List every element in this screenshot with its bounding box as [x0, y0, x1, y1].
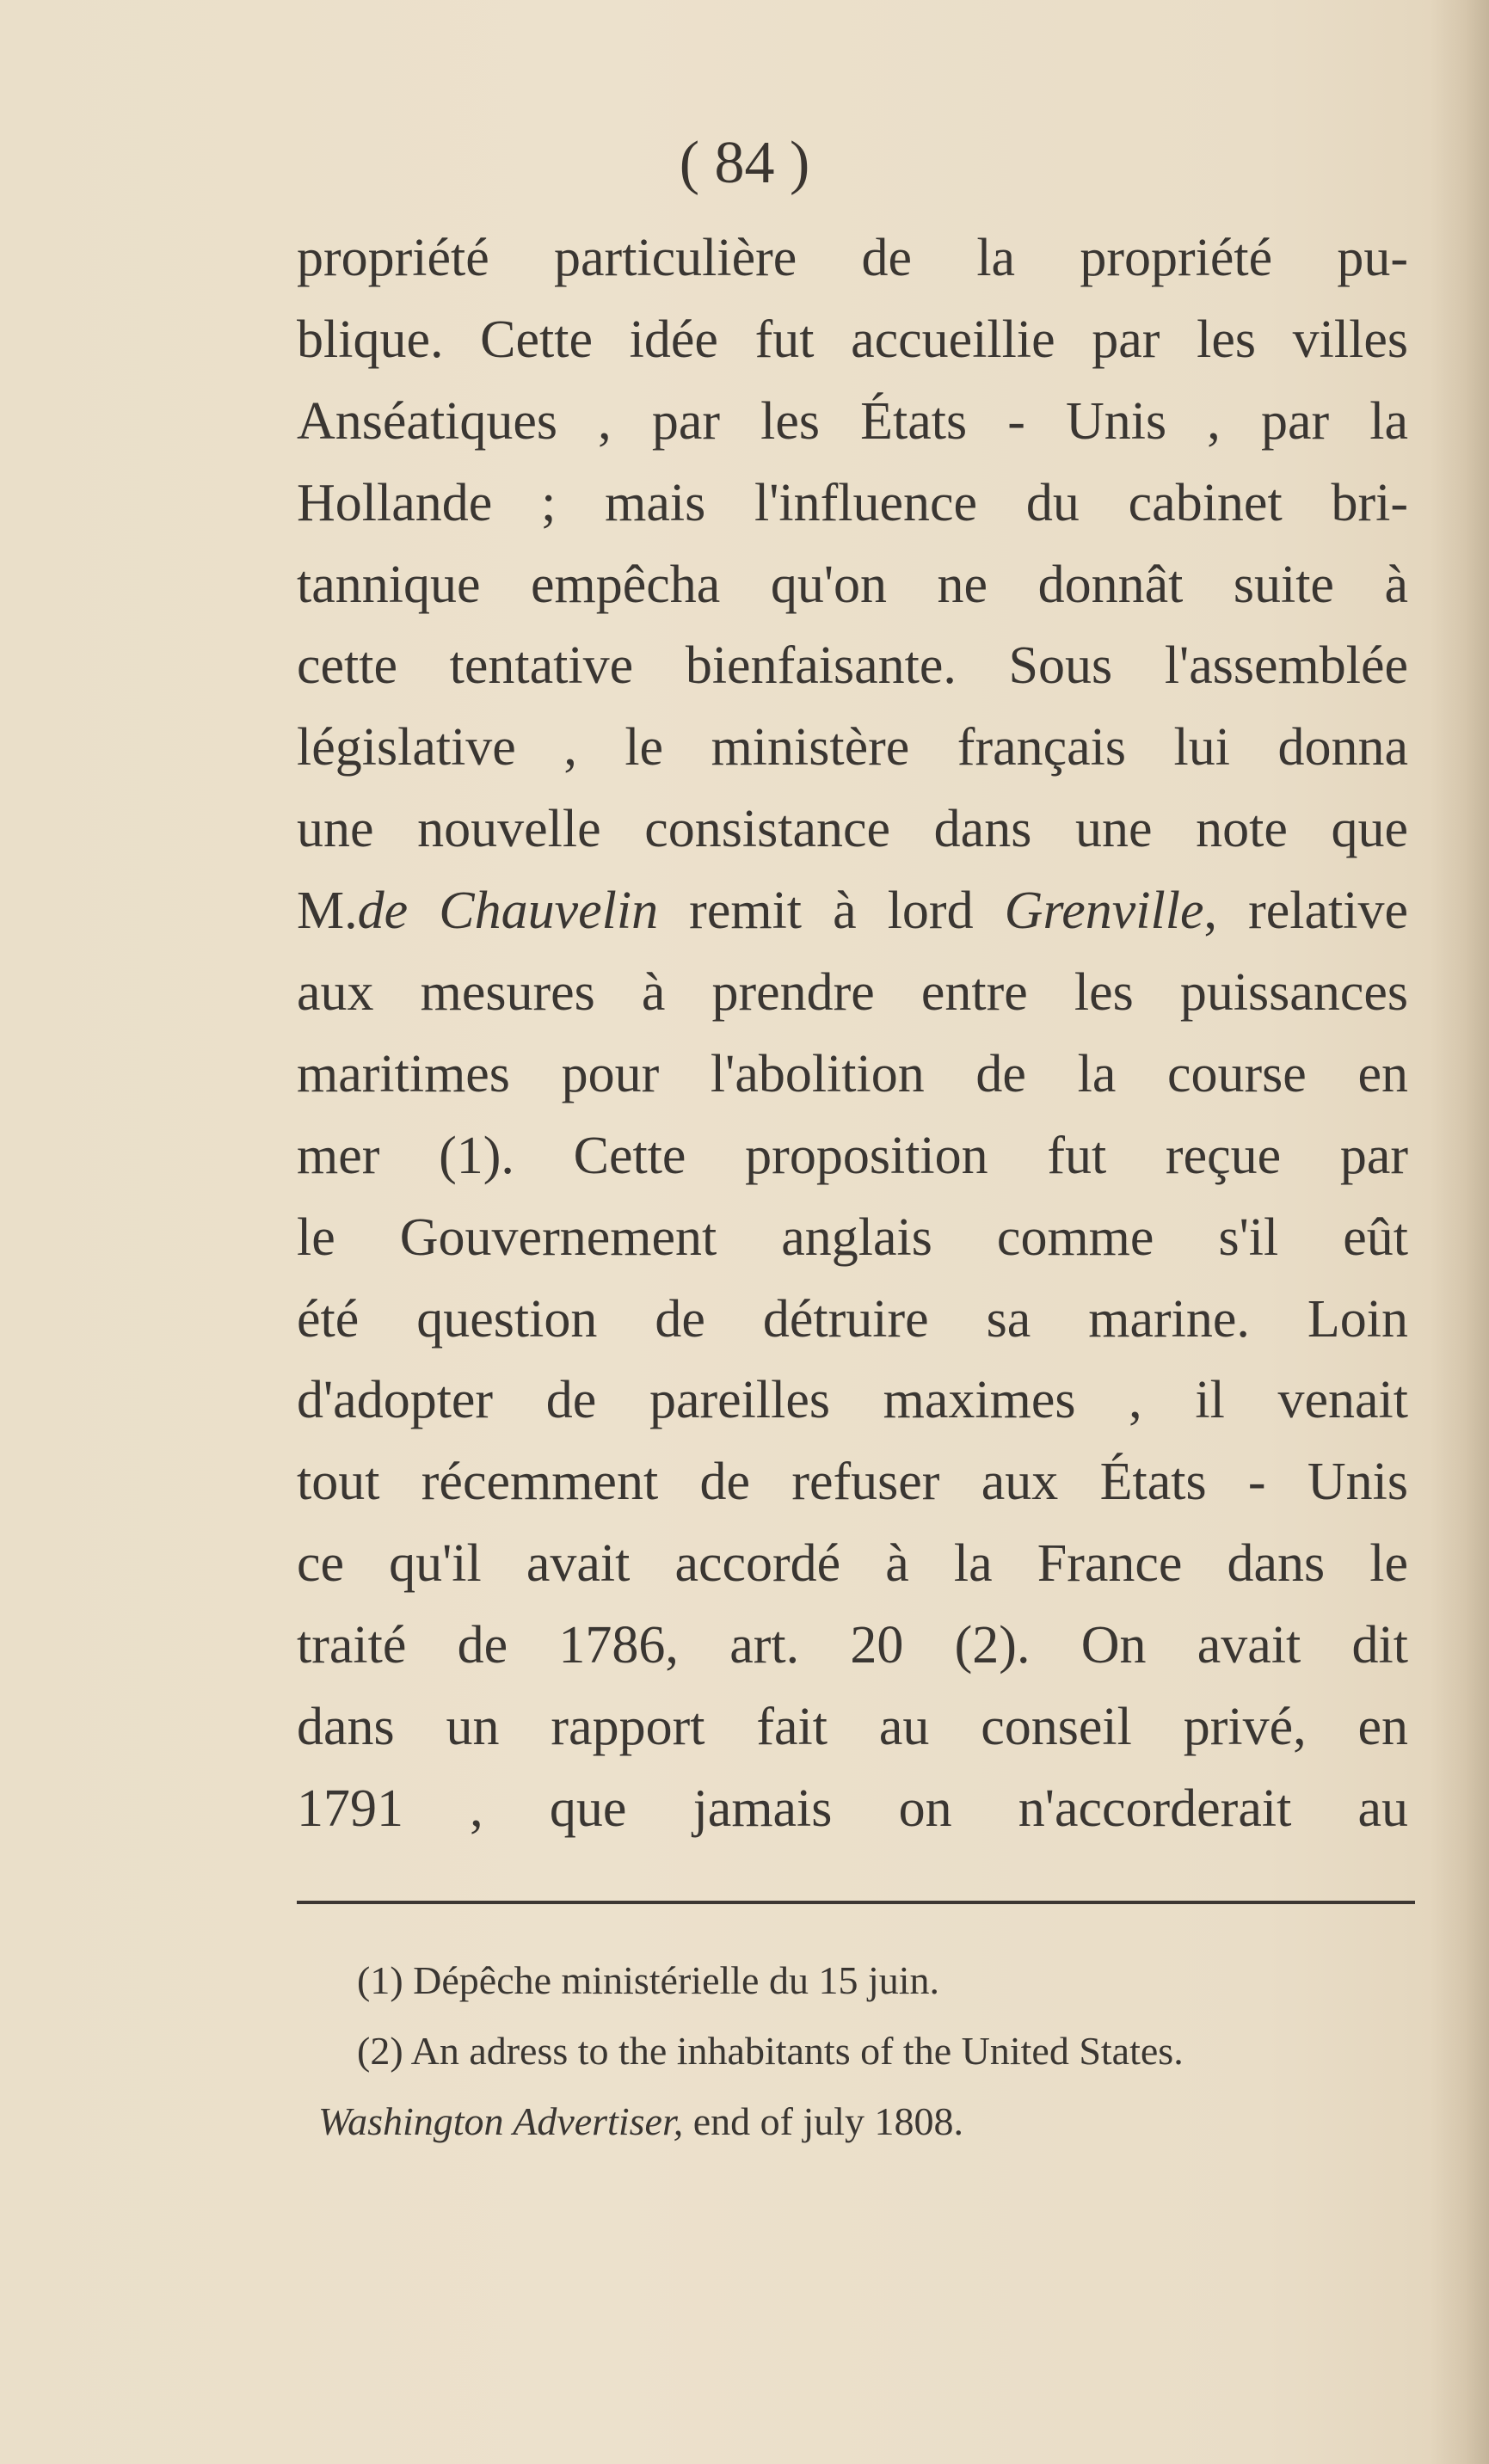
body-line: une nouvelle consistance dans une note que	[297, 800, 1408, 859]
body-text-fragment: , relative	[1203, 882, 1408, 941]
body-line: blique. Cette idée fut accueillie par les villes	[297, 310, 1408, 369]
body-line: traité de 1786, art. 20 (2). On avait dit	[297, 1616, 1408, 1675]
footnote-text-fragment: end of july 1808.	[683, 2099, 964, 2143]
body-text-fragment: remit à lord	[658, 882, 1005, 941]
body-line: propriété particulière de la propriété pu-	[297, 229, 1408, 287]
footnote-1: (1) Dépêche ministérielle du 15 juin.	[357, 1958, 940, 2002]
page-edge-shadow	[1429, 0, 1489, 2464]
body-line: 1791 , que jamais on n'accorderait au	[297, 1779, 1408, 1838]
body-line: été question de détruire sa marine. Loin	[297, 1289, 1408, 1349]
footnote-divider	[297, 1901, 1415, 1904]
body-line: maritimes pour l'abolition de la course en	[297, 1044, 1408, 1103]
body-line: Hollande ; mais l'influence du cabinet bri-	[297, 473, 1408, 532]
body-line	[297, 870, 1408, 952]
footnote-2-continuation	[297, 2086, 1415, 2157]
body-line: dans un rapport fait au conseil privé, en	[297, 1698, 1408, 1757]
body-line: ce qu'il avait accordé à la France dans le	[297, 1534, 1408, 1594]
body-line: mer (1). Cette proposition fut reçue par	[297, 1126, 1408, 1185]
italic-name-grenville: Grenville	[1004, 882, 1204, 941]
body-line: Anséatiques , par les États - Unis , par la	[297, 391, 1408, 451]
body-line: aux mesures à prendre entre les puissances	[297, 963, 1408, 1023]
footnote-italic-source: Washington Advertiser,	[318, 2099, 684, 2143]
body-text	[297, 218, 1408, 1850]
footnote-2: (2) An adress to the inhabitants of the United States.	[357, 2029, 1184, 2073]
body-line: législative , le ministère français lui donna	[297, 718, 1408, 777]
italic-name-chauvelin: de Chauvelin	[357, 882, 659, 941]
body-line: d'adopter de pareilles maximes , il venait	[297, 1371, 1408, 1430]
page-number: ( 84 )	[679, 130, 810, 196]
body-line: le Gouvernement anglais comme s'il eût	[297, 1207, 1408, 1267]
body-line: tout récemment de refuser aux États - Unis	[297, 1453, 1408, 1512]
footnotes	[297, 1945, 1415, 2157]
body-line: tannique empêcha qu'on ne donnât suite à	[297, 555, 1408, 614]
body-text-fragment: M.	[297, 882, 358, 941]
body-line: cette tentative bienfaisante. Sous l'assemblée	[297, 636, 1408, 696]
